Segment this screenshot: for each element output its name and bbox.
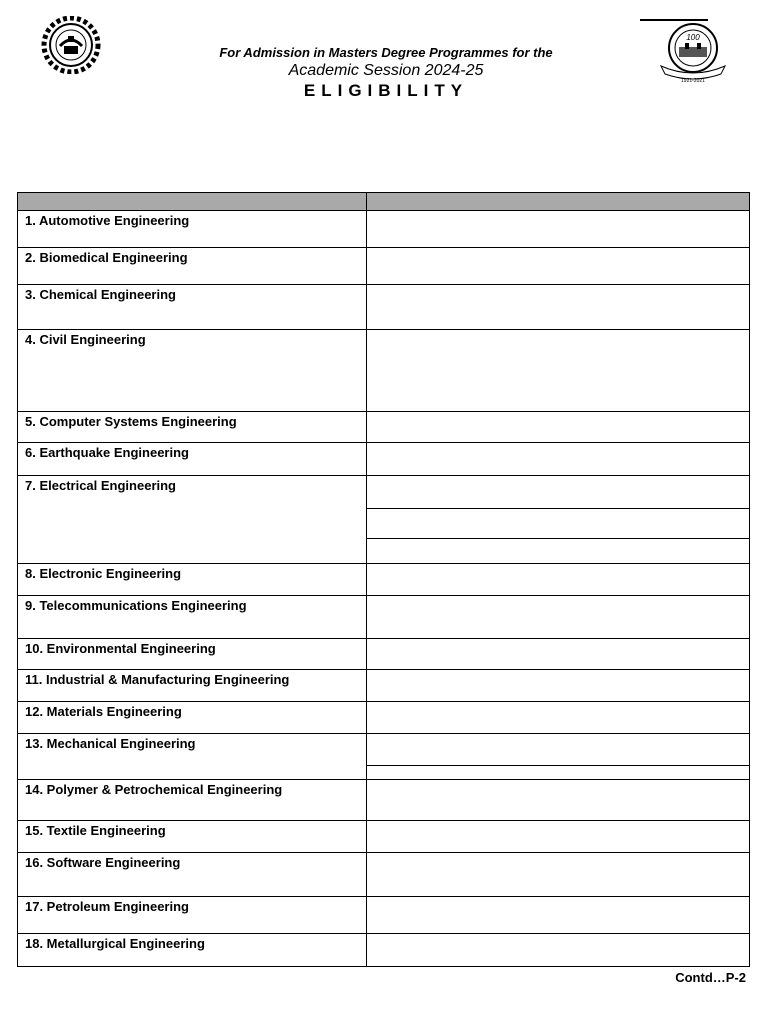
header-cell-eligibility: [366, 192, 750, 211]
eligibility-subcell: [366, 475, 750, 509]
eligibility-cell: [366, 638, 750, 670]
eligibility-cell: [366, 563, 750, 596]
table-row: [17, 933, 750, 967]
table-row: [17, 563, 750, 596]
programme-name: 12. Materials Engineering: [25, 704, 182, 719]
programme-cell: [17, 779, 367, 821]
table-row: [17, 701, 750, 734]
programme-name: 16. Software Engineering: [25, 855, 181, 870]
programme-name: 7. Electrical Engineering: [25, 478, 176, 493]
programme-name: 4. Civil Engineering: [25, 332, 146, 347]
programme-cell: [17, 933, 367, 967]
centenary-badge: 100: [686, 33, 700, 42]
header-session: Academic Session 2024-25: [288, 62, 484, 79]
table-row: [17, 820, 750, 853]
centenary-years: 1921-2021: [681, 78, 705, 84]
eligibility-cell: [366, 701, 750, 734]
eligibility-cell: [366, 779, 750, 821]
programme-cell: [17, 896, 367, 934]
programme-cell: [17, 442, 367, 476]
table-header-row: [17, 192, 750, 211]
programme-name: 17. Petroleum Engineering: [25, 899, 189, 914]
programme-name: 2. Biomedical Engineering: [25, 250, 188, 265]
eligibility-subcell: [366, 733, 750, 766]
programme-cell: [17, 247, 367, 285]
eligibility-cell: [366, 896, 750, 934]
programme-cell: [17, 595, 367, 639]
table-row: [17, 210, 750, 248]
eligibility-cell: [366, 669, 750, 702]
programme-cell: [17, 329, 367, 412]
programme-name: 11. Industrial & Manufacturing Engineering: [25, 672, 290, 687]
programme-cell: [17, 701, 367, 734]
programme-name: 8. Electronic Engineering: [25, 566, 182, 581]
eligibility-cell: [366, 933, 750, 967]
eligibility-cell: [366, 247, 750, 285]
eligibility-cell: [366, 329, 750, 412]
programme-cell: [17, 669, 367, 702]
eligibility-subcell: [366, 765, 750, 780]
programme-name: 5. Computer Systems Engineering: [25, 414, 237, 429]
eligibility-cell: [366, 820, 750, 853]
table-row: [17, 475, 750, 564]
continued-note: Contd…P-2: [675, 970, 746, 985]
programme-name: 6. Earthquake Engineering: [25, 445, 189, 460]
programme-cell: [17, 210, 367, 248]
table-row: [17, 247, 750, 285]
programme-cell: [17, 284, 367, 330]
eligibility-subcell: [366, 508, 750, 539]
programme-cell: [17, 733, 367, 780]
eligibility-cell: [366, 411, 750, 443]
eligibility-cell: [366, 595, 750, 639]
programme-name: 10. Environmental Engineering: [25, 641, 216, 656]
table-row: [17, 896, 750, 934]
table-row: [17, 669, 750, 702]
programme-cell: [17, 638, 367, 670]
page-title: ELIGIBILITY: [303, 81, 469, 100]
eligibility-cell: [366, 442, 750, 476]
eligibility-subcell: [366, 538, 750, 564]
programme-name: 13. Mechanical Engineering: [25, 736, 196, 751]
header-cell-programme: [17, 192, 367, 211]
eligibility-cell: [366, 284, 750, 330]
programme-name: 1. Automotive Engineering: [25, 213, 190, 228]
eligibility-table: [17, 192, 750, 967]
programme-name: 14. Polymer & Petrochemical Engineering: [25, 782, 283, 797]
programme-cell: [17, 820, 367, 853]
table-row: [17, 411, 750, 443]
programme-name: 15. Textile Engineering: [25, 823, 166, 838]
programme-cell: [17, 852, 367, 897]
table-row: [17, 852, 750, 897]
table-row: [17, 733, 750, 780]
programme-cell: [17, 563, 367, 596]
programme-name: 3. Chemical Engineering: [25, 287, 176, 302]
table-row: [17, 595, 750, 639]
programme-cell: [17, 411, 367, 443]
table-row: [17, 329, 750, 412]
programme-name: 9. Telecommunications Engineering: [25, 598, 247, 613]
programme-cell: [17, 475, 367, 564]
header-line-1: For Admission in Masters Degree Programmes for the: [219, 45, 553, 60]
eligibility-cell: [366, 210, 750, 248]
table-row: [17, 442, 750, 476]
table-row: [17, 779, 750, 821]
eligibility-cell: [366, 852, 750, 897]
table-row: [17, 284, 750, 330]
table-row: [17, 638, 750, 670]
top-rule: [640, 19, 708, 21]
programme-name: 18. Metallurgical Engineering: [25, 936, 205, 951]
